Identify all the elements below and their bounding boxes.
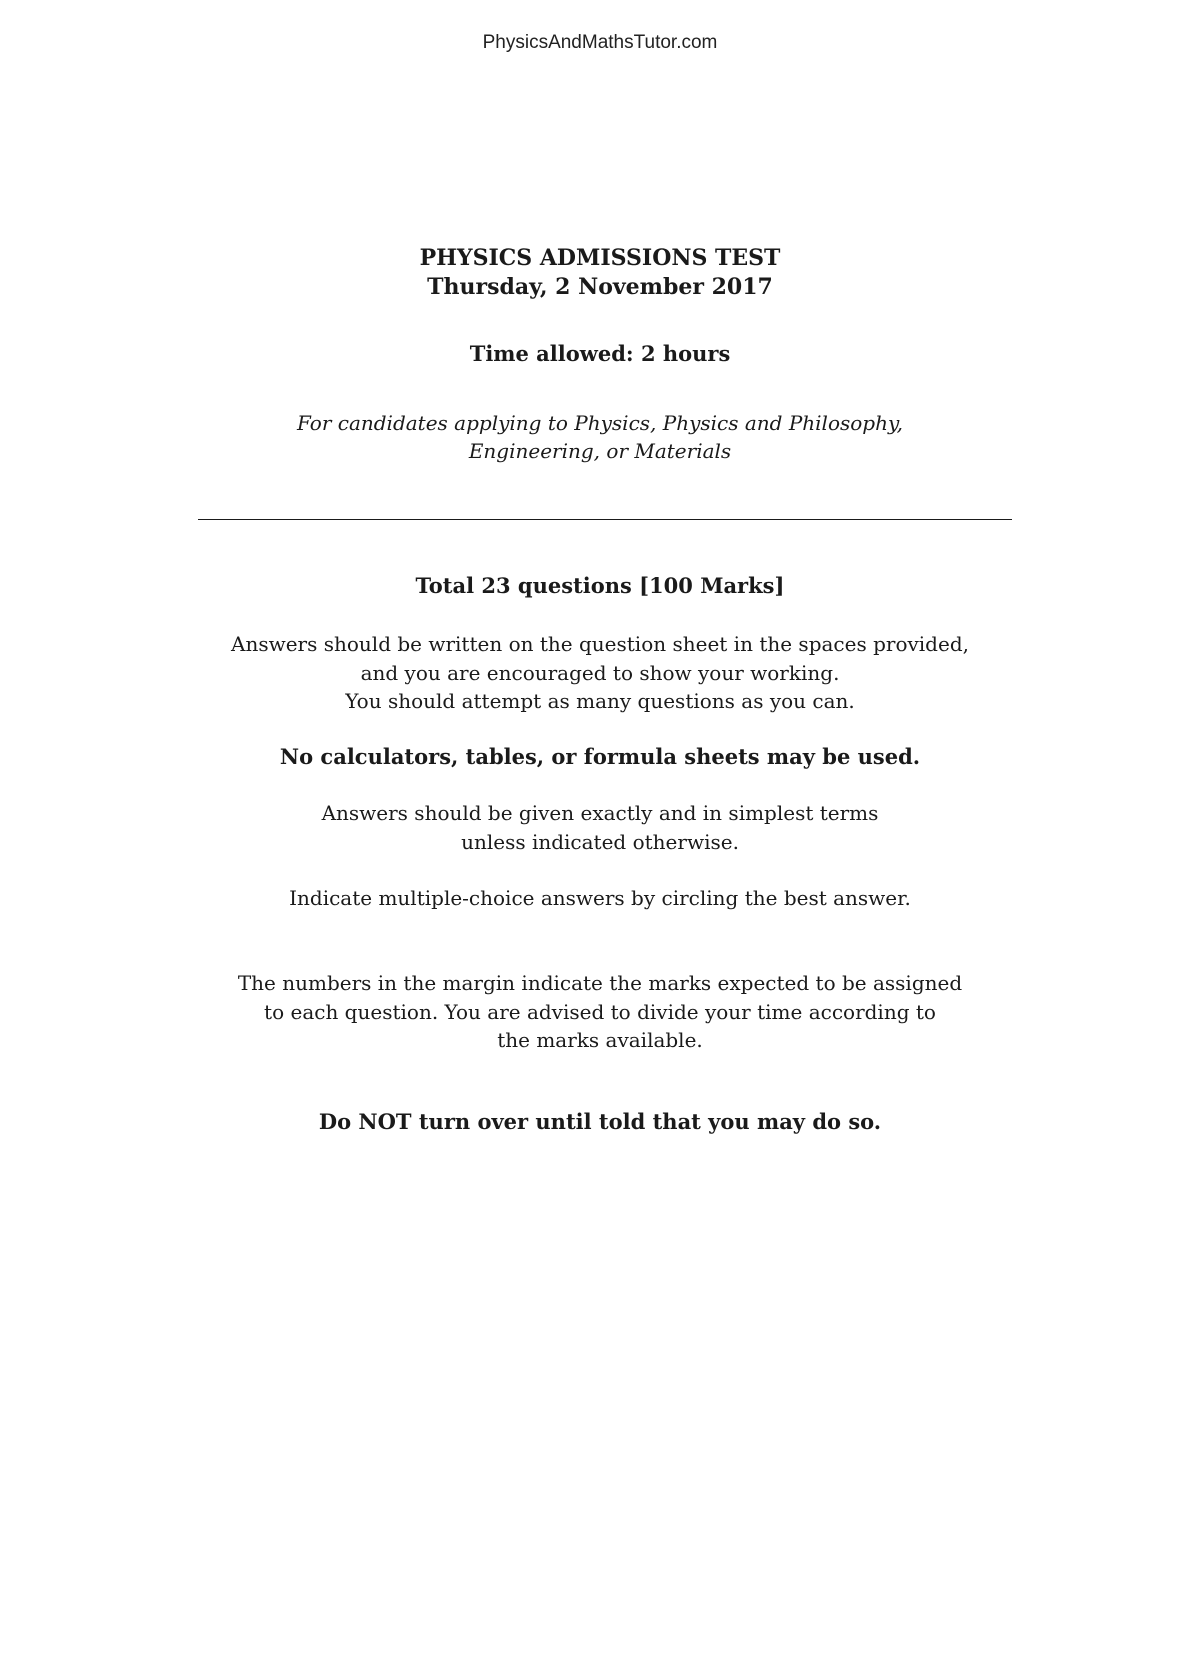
instruction-line: to each question. You are advised to divide your time according to	[264, 999, 936, 1024]
multiple-choice-instruction: Indicate multiple-choice answers by circling the best answer.	[289, 886, 911, 910]
instruction-line: Answers should be given exactly and in simplest terms	[321, 801, 879, 825]
instruction-line: the marks available.	[497, 1028, 703, 1052]
candidates-line: For candidates applying to Physics, Physics and Philosophy,	[297, 411, 903, 435]
do-not-turn-over-notice: Do NOT turn over until told that you may do so.	[318, 1109, 882, 1134]
exam-date: Thursday, 2 November 2017	[427, 274, 773, 300]
candidates-note	[0, 409, 1200, 465]
watermark: PhysicsAndMathsTutor.com	[482, 32, 718, 53]
instruction-line: You should attempt as many questions as you can.	[345, 689, 855, 713]
exam-title: PHYSICS ADMISSIONS TEST	[419, 245, 781, 271]
total-questions: Total 23 questions [100 Marks]	[415, 573, 785, 598]
instruction-line: and you are encouraged to show your working.	[360, 660, 840, 685]
instruction-line: unless indicated otherwise.	[461, 829, 739, 854]
instruction-line: The numbers in the margin indicate the marks expected to be assigned	[237, 971, 963, 995]
exam-header	[0, 244, 1200, 302]
marks-guidance	[0, 969, 1200, 1055]
time-allowed: Time allowed: 2 hours	[469, 341, 731, 366]
instruction-line: Answers should be written on the question sheet in the spaces provided,	[231, 632, 969, 656]
exact-answers-instructions	[0, 799, 1200, 856]
answers-instructions	[0, 630, 1200, 716]
candidates-line: Engineering, or Materials	[468, 439, 732, 463]
no-calculators-notice: No calculators, tables, or formula sheets may be used.	[279, 744, 921, 769]
horizontal-divider	[198, 519, 1012, 520]
